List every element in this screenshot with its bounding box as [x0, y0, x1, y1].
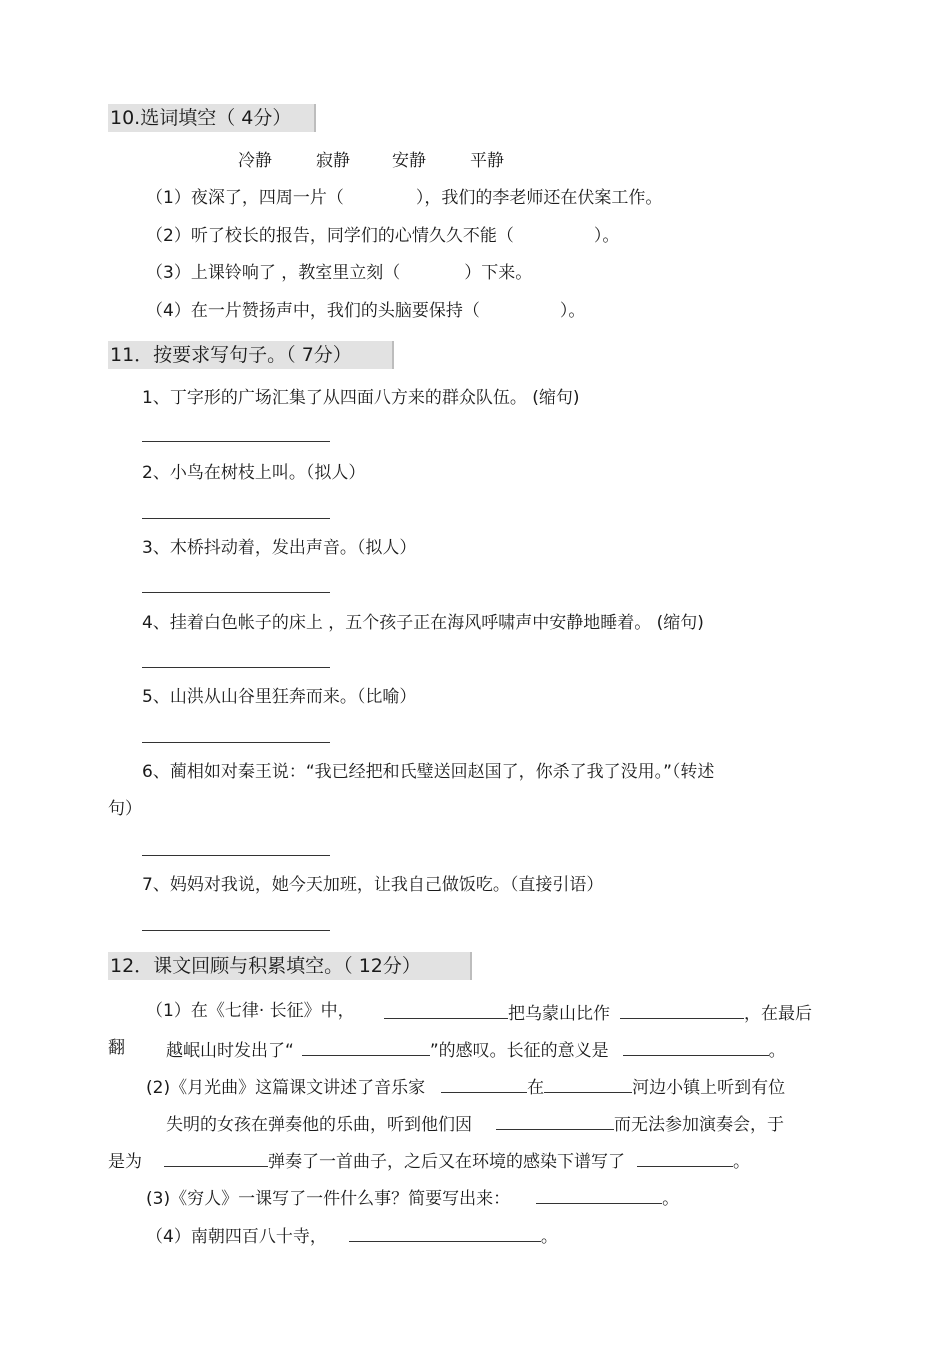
q12-item-1-line-1: [384, 1000, 812, 1025]
q12-item-1-text-d: 翻: [108, 1038, 125, 1058]
section-10-title: 10.选词填空（ 4分）: [108, 104, 316, 132]
q11-item-1: 1、丁字形的广场汇集了从四面八方来的群众队伍。 (缩句): [142, 388, 580, 408]
q12-item-2-text-c: 河边小镇上听到有位: [632, 1078, 786, 1098]
q12-item-2-text-g: 弹奏了一首曲子，之后又在环境的感染下谱写了: [268, 1152, 625, 1172]
q10-item-1-text-b: ），我们的李老师还在伏案工作。: [415, 188, 663, 208]
word-option-4: 平静: [470, 151, 504, 171]
q11-answer-line-2[interactable]: [142, 518, 330, 519]
q12-item-2-text-d: 失明的女孩在弹奏他的乐曲，听到他们因: [166, 1115, 472, 1135]
q12-item-2-blank-4[interactable]: [164, 1148, 268, 1167]
q12-item-1-line-2: [166, 1037, 786, 1062]
q12-item-4: [146, 1223, 558, 1248]
q11-item-6: 6、蔺相如对秦王说：“我已经把和氏璧送回赵国了，你杀了我了没用。”（转述: [142, 762, 715, 782]
q12-item-2-blank-5[interactable]: [637, 1148, 733, 1167]
q11-item-5: 5、山洪从山谷里狂奔而来。（比喻）: [142, 687, 417, 707]
q10-item-1: [146, 187, 662, 209]
q12-item-1-blank-3[interactable]: [302, 1037, 430, 1056]
q11-item-7: 7、妈妈对我说，她今天加班，让我自己做饭吃。（直接引语）: [142, 875, 604, 895]
q12-item-2-text-b: 在: [527, 1078, 545, 1098]
q11-answer-line-5[interactable]: [142, 742, 330, 743]
q11-item-3: 3、木桥抖动着，发出声音。（拟人）: [142, 538, 417, 558]
q12-item-2-blank-3[interactable]: [496, 1111, 614, 1130]
q12-item-1-blank-4[interactable]: [623, 1037, 769, 1056]
q10-item-4-text-a: （4）在一片赞扬声中，我们的头脑要保持（: [146, 301, 480, 321]
q12-item-2-blank-2[interactable]: [544, 1074, 632, 1093]
q10-item-3-text-a: （3）上课铃响了 ，教室里立刻（: [146, 263, 401, 283]
q12-item-3-text-b: 。: [662, 1189, 680, 1209]
q12-item-1-text-g: 。: [768, 1041, 786, 1061]
q12-item-2-text-a: (2)《月光曲》这篇课文讲述了音乐家: [146, 1078, 426, 1098]
q12-item-4-text-b: 。: [540, 1227, 558, 1247]
q12-item-2-text-f: 是为: [108, 1152, 142, 1172]
q12-item-1-blank-2[interactable]: [620, 1000, 744, 1019]
q12-item-2-blank-1[interactable]: [441, 1074, 527, 1093]
q10-item-3: [146, 262, 532, 284]
q11-answer-line-7[interactable]: [142, 930, 330, 931]
q11-item-2: 2、小鸟在树枝上叫。（拟人）: [142, 463, 366, 483]
q10-item-3-text-b: ）下来。: [464, 263, 533, 283]
q10-item-2-text-b: ）。: [593, 226, 620, 246]
q11-answer-line-3[interactable]: [142, 592, 330, 593]
q11-answer-line-6[interactable]: [142, 855, 330, 856]
q12-item-2-text-e: 而无法参加演奏会，于: [614, 1115, 784, 1135]
q12-item-1-text-e: 越岷山时发出了“: [166, 1041, 294, 1061]
q12-item-2-line-2: [166, 1111, 784, 1136]
q12-item-2-line-3: [108, 1148, 750, 1173]
section-11-title: 11．按要求写句子。（ 7分）: [108, 341, 394, 369]
q11-answer-line-4[interactable]: [142, 667, 330, 668]
q12-item-2-text-h: 。: [733, 1152, 750, 1172]
q10-item-4: [146, 300, 585, 322]
section-12-title: 12．课文回顾与积累填空。（ 12分）: [108, 952, 472, 980]
q11-item-4: 4、挂着白色帐子的床上 ，五个孩子正在海风呼啸声中安静地睡着。 (缩句): [142, 613, 704, 633]
word-option-3: 安静: [392, 151, 426, 171]
q12-item-1-text-f: ”的感叹。长征的意义是: [429, 1041, 609, 1061]
q12-item-1-blank-1[interactable]: [384, 1000, 508, 1019]
q10-item-1-text-a: （1）夜深了，四周一片（: [146, 188, 344, 208]
q12-item-1-text-a: （1）在《七律· 长征》中，: [146, 1001, 355, 1021]
q12-item-4-blank[interactable]: [349, 1223, 541, 1242]
q12-item-4-text-a: （4）南朝四百八十寺，: [146, 1227, 327, 1247]
q10-item-2-text-a: （2）听了校长的报告，同学们的心情久久不能（: [146, 226, 514, 246]
q10-item-4-text-b: ）。: [559, 301, 586, 321]
word-option-1: 冷静: [238, 151, 272, 171]
q12-item-3-blank[interactable]: [536, 1185, 662, 1204]
q11-item-6-wrap: 句）: [108, 799, 142, 819]
q12-item-3-text-a: (3)《穷人》一课写了一件什么事？简要写出来：: [146, 1189, 511, 1209]
word-option-2: 寂静: [316, 151, 350, 171]
q12-item-3: [146, 1185, 679, 1210]
q11-answer-line-1[interactable]: [142, 441, 330, 442]
q10-item-2: [146, 225, 619, 247]
q12-item-2-line-1: [146, 1074, 785, 1099]
q12-item-1-text-b: 把乌蒙山比作: [508, 1004, 610, 1024]
q12-item-1-text-c: ，在最后: [744, 1004, 812, 1024]
